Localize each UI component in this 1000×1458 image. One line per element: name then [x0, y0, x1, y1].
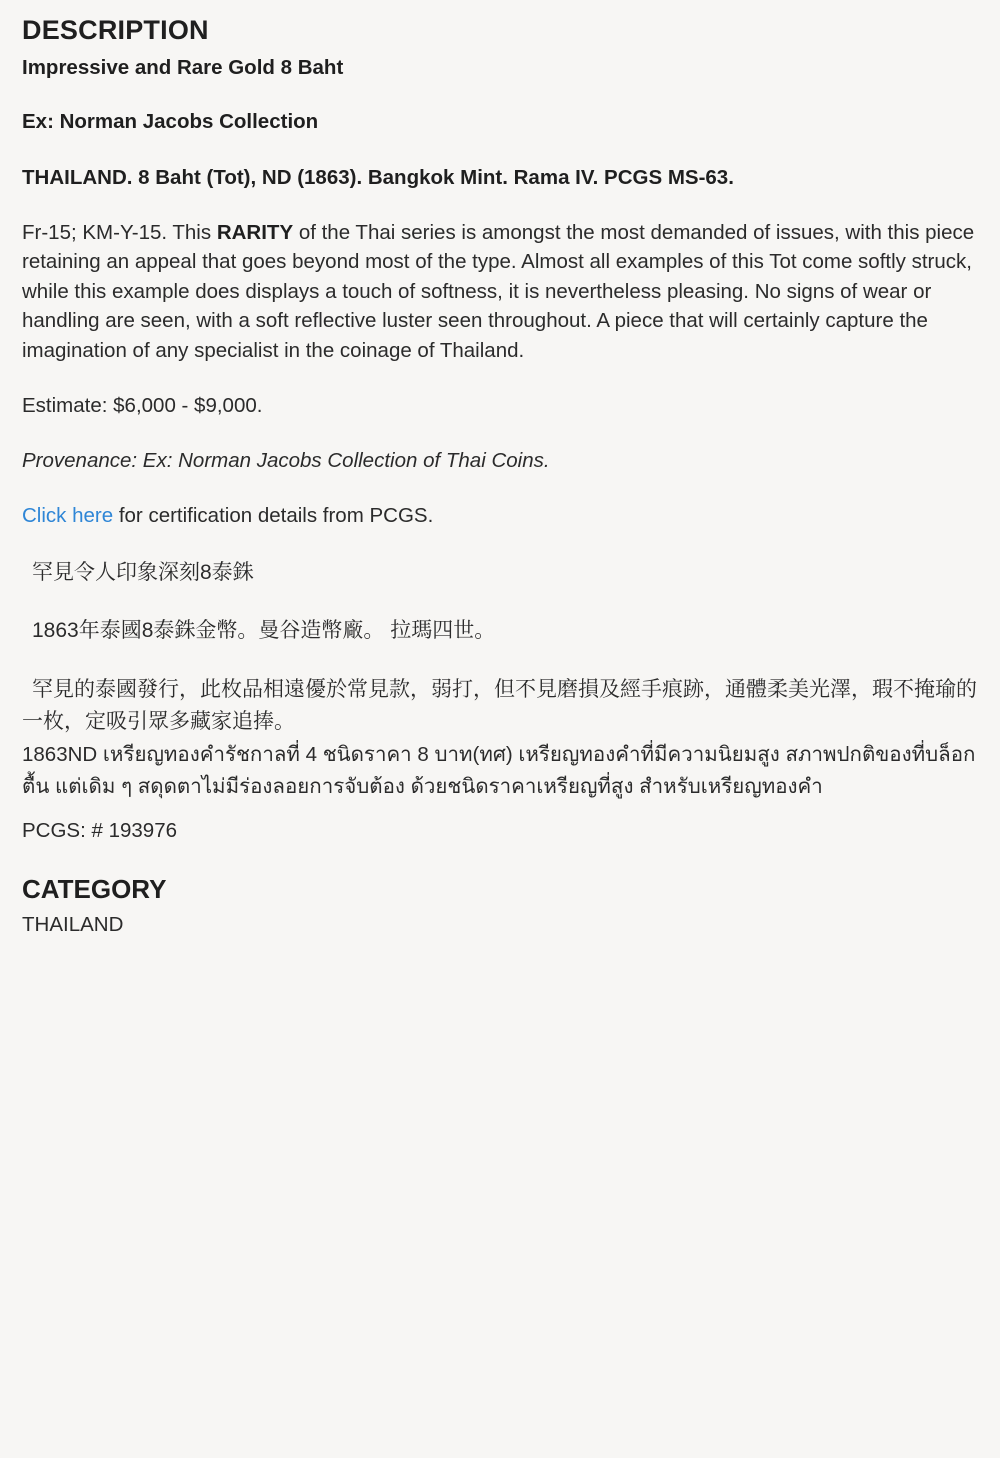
description-heading: DESCRIPTION [22, 15, 209, 45]
chinese-description-paragraph: 罕見的泰國發行，此枚品相遠優於常見款，弱打，但不見磨損及經手痕跡，通體柔美光澤，瑕不掩瑜的一枚，定吸引眾多藏家追捧。 [22, 677, 977, 734]
estimate-line: Estimate: $6,000 - $9,000. [22, 394, 263, 418]
body-text-after-rarity: of the Thai series is amongst the most demanded of issues, with this piece retaining an appeal that goes beyond most of the type. Almost all examples of this Tot come softly struck, while this example does displays a touch of softness, it is nevertheless pleasing. No signs of wear or handling are seen, with a soft reflective luster seen throughout. A piece that will certainly capture the imagination of any specialist in the coinage of Thailand. [22, 220, 975, 362]
provenance-short-line: Ex: Norman Jacobs Collection [22, 110, 319, 134]
certification-line [22, 501, 978, 530]
lot-body-text [22, 218, 978, 366]
body-text-before-rarity: Fr-15; KM-Y-15. This [22, 220, 217, 244]
chinese-title: 罕見令人印象深刻8泰銖 [32, 560, 254, 584]
category-heading: CATEGORY [22, 874, 167, 905]
lot-title-line: THAILAND. 8 Baht (Tot), ND (1863). Bangkok Mint. Rama IV. PCGS MS-63. [22, 165, 734, 189]
certification-link[interactable]: Click here [22, 504, 114, 528]
pcgs-number: PCGS: # 193976 [22, 819, 177, 843]
thai-description-paragraph: 1863ND เหรียญทองคำรัชกาลที่ 4 ชนิดราคา 8 บาท(ทศ) เหรียญทองคำที่มีความนิยมสูง สภาพปกติของที่บล็อกตื้น แต่เดิม ๆ สดุดตาไม่มีร่องลอยการจับต้อง ด้วยชนิดราคาเหรียญที่สูง สำหรับเหรียญทองคำ [22, 742, 976, 798]
category-value[interactable]: THAILAND [22, 912, 124, 936]
chinese-mint-line: 1863年泰國8泰銖金幣。曼谷造幣廠。 拉瑪四世。 [32, 619, 496, 643]
provenance-line: Provenance: Ex: Norman Jacobs Collection of Thai Coins. [22, 449, 550, 473]
certification-link-suffix: for certification details from PCGS. [113, 504, 434, 528]
lot-subtitle: Impressive and Rare Gold 8 Baht [22, 55, 344, 79]
rarity-emphasis: RARITY [216, 220, 294, 244]
